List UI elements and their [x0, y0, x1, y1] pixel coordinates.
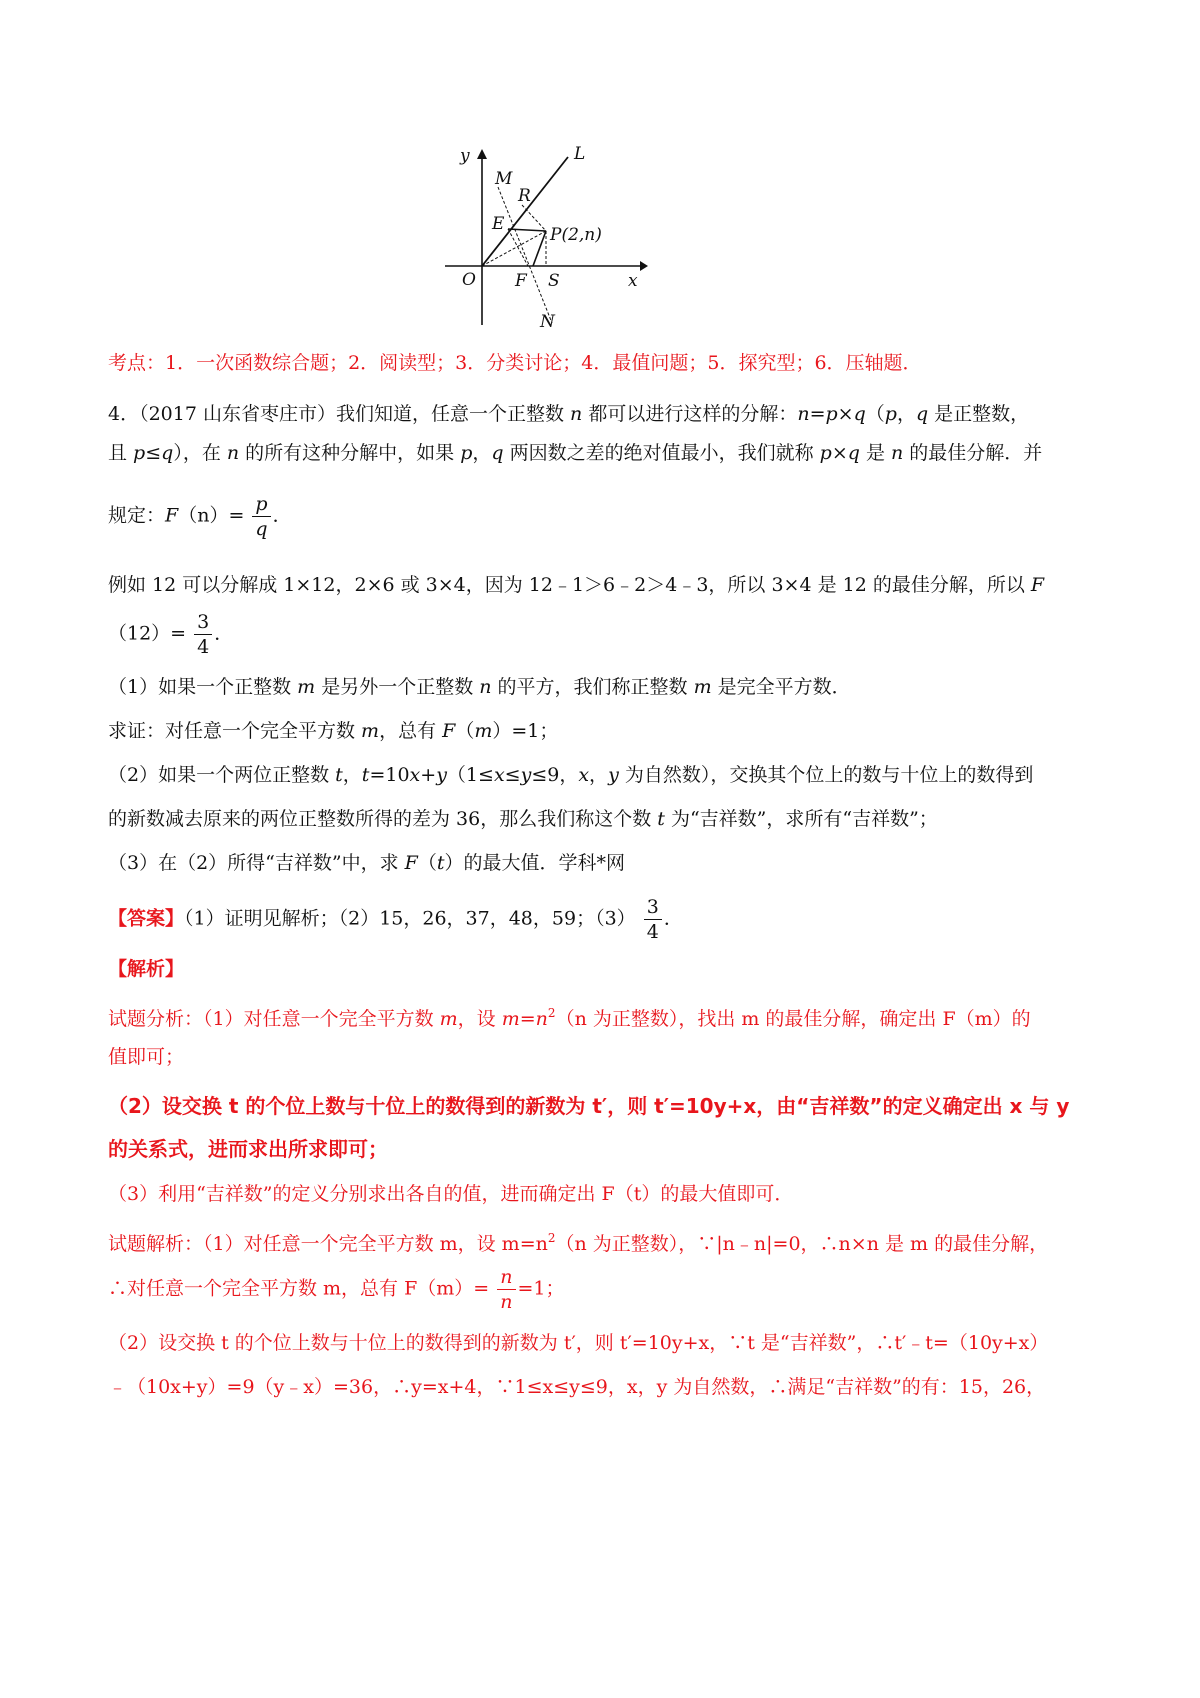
label-E: E	[492, 214, 505, 234]
analysis-line-4: 的关系式，进而求出所求即可；	[108, 1137, 388, 1161]
answer-line: 【答案】（1）证明见解析；（2）15，26，37，48，59；（3） $\frac{3}{4}$ ．	[108, 896, 683, 943]
coordinate-diagram	[440, 145, 650, 330]
segment-E-F	[508, 229, 528, 266]
label-y: y	[460, 146, 470, 166]
label-N: N	[540, 312, 555, 330]
segment-R-P	[522, 205, 546, 231]
label-x: x	[628, 271, 638, 291]
q4-line-2: 且 p≤q），在 n 的所有这种分解中，如果 p，q 两因数之差的绝对值最小，我们就称 p×q 是 n 的最佳分解．并	[108, 442, 1043, 464]
segment-P-F	[533, 231, 546, 266]
q4-example-line: 例如 12 可以分解成 1×12，2×6 或 3×4，因为 12﹣1＞6﹣2＞4﹣3，所以 3×4 是 12 的最佳分解，所以 F	[108, 574, 1045, 596]
solution-line-1: 试题解析：（1）对任意一个完全平方数 m，设 $m=n^2(n$ 为正整数），∵|n﹣n|=0，∴n×n 是 m 的最佳分解，	[108, 1231, 1049, 1255]
solution-line-4: ﹣（10x+y）=9（y﹣x）=36，∴y=x+4，∵1≤x≤y≤9，x，y 为自然数，∴满足“吉祥数”的有：15，26，	[108, 1376, 1046, 1398]
answer-fraction: $\frac{3}{4}$	[644, 895, 662, 944]
q4-part1-prove: 求证：对任意一个完全平方数 m，总有 F（m）=1；	[108, 720, 559, 742]
fraction-p-over-q: $\frac{p}{q}$	[252, 492, 270, 541]
label-O: O	[462, 270, 476, 290]
x-axis-arrow	[640, 261, 648, 271]
analysis-line-1: 试题分析：（1）对任意一个完全平方数 m，设 $m=n^2(n$ 为正整数），找出 m 的最佳分解，确定出 F（m）的	[108, 1006, 1031, 1030]
q4-part1: （1）如果一个正整数 m 是另外一个正整数 n 的平方，我们称正整数 m 是完全平方数．	[108, 676, 851, 698]
analysis-line-5: （3）利用“吉祥数”的定义分别求出各自的值，进而确定出 F（t）的最大值即可．	[108, 1183, 794, 1205]
q4-example-result: （12）= $\frac{3}{4}$ ．	[108, 611, 234, 658]
fraction-n-over-n: $\frac{n}{n}$	[497, 1265, 515, 1314]
q4-part2-line-1: （2）如果一个两位正整数 t，t=10x+y（1≤x≤y≤9，x，y 为自然数），交换其个位上的数与十位上的数得到	[108, 764, 1034, 786]
solution-line-2: ∴对任意一个完全平方数 m，总有 F（m）= $\frac{n}{n}$ =1；	[108, 1266, 565, 1313]
y-axis-arrow	[477, 149, 487, 159]
segment-M-N	[498, 187, 552, 323]
analysis-line-2: 值即可；	[108, 1046, 185, 1068]
q4-part3: （3）在（2）所得“吉祥数”中，求 F（t）的最大值．学科*网	[108, 852, 626, 874]
answer-label: 【答案】	[108, 907, 185, 930]
solution-line-3: （2）设交换 t 的个位上数与十位上的数得到的新数为 t′，则 t′=10y+x，∵t 是“吉祥数”，∴t′﹣t=（10y+x）	[108, 1332, 1049, 1354]
q4-definition-line: 规定：F（n）= $\frac{p}{q}$ ．	[108, 493, 292, 540]
fraction-3-over-4: $\frac{3}{4}$	[194, 610, 212, 659]
q4-part2-line-2: 的新数减去原来的两位正整数所得的差为 36，那么我们称这个数 t 为“吉祥数”，求所有“吉祥数”；	[108, 808, 938, 830]
label-R: R	[518, 186, 531, 206]
label-S: S	[548, 271, 560, 291]
label-M: M	[495, 169, 513, 189]
label-F: F	[515, 271, 527, 291]
analysis-line-3: （2）设交换 t 的个位上数与十位上的数得到的新数为 t′，则 t′=10y+x，由“吉祥数”的定义确定出 x 与 y	[108, 1094, 1070, 1118]
segment-E-P	[508, 229, 546, 231]
segment-O-P	[482, 231, 546, 266]
label-P: P(2,n)	[550, 225, 602, 245]
jiexi-label: 【解析】	[108, 958, 185, 980]
q4-line-1: 4．（2017 山东省枣庄市）我们知道，任意一个正整数 n 都可以进行这样的分解：n=p×q（p，q 是正整数，	[108, 403, 1030, 425]
kaodian-line: 考点：1．一次函数综合题；2．阅读型；3．分类讨论；4．最值问题；5．探究型；6．压轴题．	[108, 352, 922, 374]
label-L: L	[574, 145, 586, 164]
